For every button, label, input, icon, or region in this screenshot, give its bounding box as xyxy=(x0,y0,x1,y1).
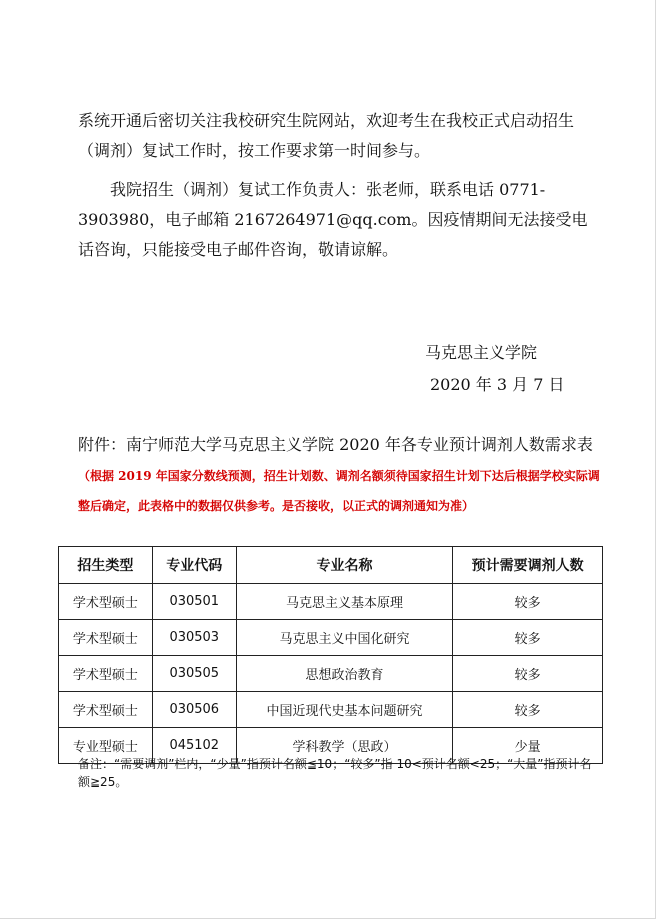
table-row xyxy=(59,692,603,728)
attachment-heading xyxy=(78,430,608,520)
cell-major: 思想政治教育 xyxy=(236,656,453,692)
cell-major: 马克思主义中国化研究 xyxy=(236,620,453,656)
attachment-note: （根据 2019 年国家分数线预测，招生计划数、调剂名额须待国家招生计划下达后根据学校实际调整后确定，此表格中的数据仅供参考。是否接收，以正式的调剂通知为准） xyxy=(78,469,600,513)
signature-organization: 马克思主义学院 xyxy=(425,343,538,362)
cell-type: 学术型硕士 xyxy=(59,656,153,692)
cell-type: 学术型硕士 xyxy=(59,620,153,656)
cell-type: 学术型硕士 xyxy=(59,584,153,620)
cell-code: 030503 xyxy=(152,620,236,656)
cell-code: 030505 xyxy=(152,656,236,692)
body-paragraph-1: 系统开通后密切关注我校研究生院网站，欢迎考生在我校正式启动招生（调剂）复试工作时，按工作要求第一时间参与。 xyxy=(78,111,575,160)
table-row xyxy=(59,656,603,692)
header-type: 招生类型 xyxy=(59,547,153,584)
table-row xyxy=(59,584,603,620)
cell-quota: 较多 xyxy=(453,656,603,692)
signature-date: 2020 年 3 月 7 日 xyxy=(430,375,565,394)
header-code: 专业代码 xyxy=(152,547,236,584)
cell-quota: 较多 xyxy=(453,620,603,656)
cell-code: 030501 xyxy=(152,584,236,620)
admission-table xyxy=(58,546,603,764)
table-row xyxy=(59,620,603,656)
cell-major: 中国近现代史基本问题研究 xyxy=(236,692,453,728)
cell-major: 学科教学（思政） xyxy=(236,728,453,764)
cell-code: 045102 xyxy=(152,728,236,764)
cell-type: 学术型硕士 xyxy=(59,692,153,728)
table-footnote: 备注：“需要调剂”栏内，“少量”指预计名额≦10；“较多”指 10<预计名额<25；“大量”指预计名额≧25。 xyxy=(78,757,592,789)
cell-major: 马克思主义基本原理 xyxy=(236,584,453,620)
cell-quota: 少量 xyxy=(453,728,603,764)
cell-quota: 较多 xyxy=(453,692,603,728)
attachment-title: 附件：南宁师范大学马克思主义学院 2020 年各专业预计调剂人数需求表 xyxy=(78,435,593,454)
header-major: 专业名称 xyxy=(236,547,453,584)
body-paragraph-2: 我院招生（调剂）复试工作负责人：张老师，联系电话 0771-3903980，电子邮箱 2167264971@qq.com。因疫情期间无法接受电话咨询，只能接受电子邮件咨询，敬请谅解。 xyxy=(78,180,588,259)
table-header-row xyxy=(59,547,603,584)
cell-type: 专业型硕士 xyxy=(59,728,153,764)
cell-quota: 较多 xyxy=(453,584,603,620)
header-quota: 预计需要调剂人数 xyxy=(453,547,603,584)
cell-code: 030506 xyxy=(152,692,236,728)
